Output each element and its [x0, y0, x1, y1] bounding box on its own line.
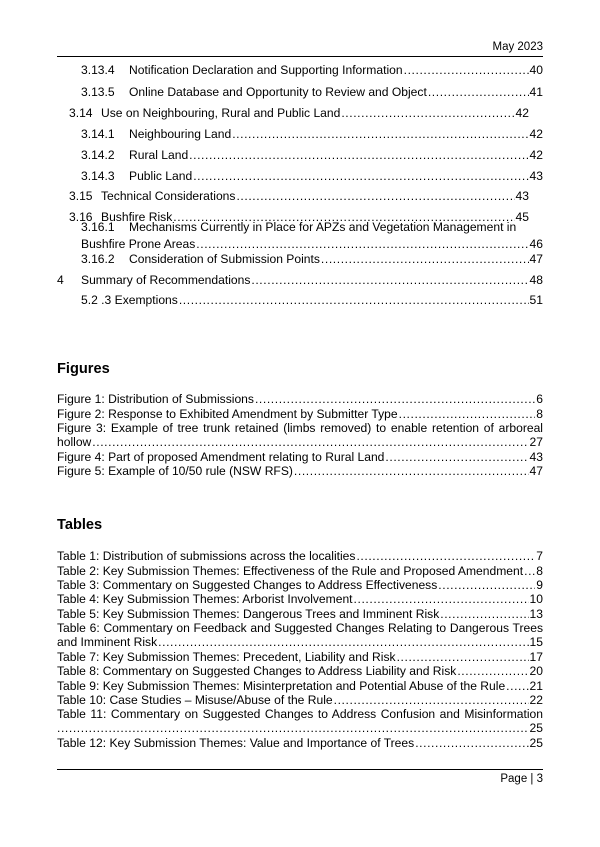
- table-page: 8: [536, 564, 543, 578]
- toc-entry-3-16-2[interactable]: [81, 252, 543, 266]
- figure-page: 8: [536, 407, 543, 421]
- toc-number: 3.13.5: [81, 85, 115, 99]
- toc-entry-3-14-2[interactable]: [81, 148, 543, 162]
- toc-title-line-1: Mechanisms Currently in Place for APZs and Vegetation Management in: [129, 220, 517, 234]
- figure-entry-4[interactable]: [57, 450, 543, 464]
- figure-page: 43: [529, 450, 543, 464]
- leader-dots: [524, 564, 535, 578]
- toc-entry-3-14-1[interactable]: [81, 127, 543, 141]
- toc-entry-3-14-3[interactable]: [81, 169, 543, 183]
- table-entry-2[interactable]: [57, 564, 543, 578]
- leader-dots: [294, 464, 529, 478]
- table-entry-1[interactable]: [57, 549, 543, 563]
- toc-number: 3.14.3: [81, 169, 115, 183]
- toc-page: 47: [529, 252, 543, 266]
- figure-title: Figure 2: Response to Exhibited Amendment by Submitter Type: [57, 407, 398, 421]
- toc-page: 43: [515, 189, 529, 203]
- table-entry-7[interactable]: [57, 650, 543, 664]
- toc-entry-3-13-4[interactable]: [81, 63, 543, 77]
- leader-dots: [255, 392, 535, 406]
- footer-page-number: Page | 3: [500, 773, 543, 785]
- toc-title: Technical Considerations: [101, 189, 236, 203]
- toc-entry-3-14[interactable]: [69, 106, 529, 120]
- table-page: 25: [529, 721, 543, 735]
- table-title: Table 7: Key Submission Themes: Precedent, Liability and Risk: [57, 650, 396, 664]
- toc-entry-3-15[interactable]: [69, 189, 529, 203]
- toc-number: 5.2 .3: [81, 293, 112, 307]
- toc-number: 3.14.1: [81, 127, 115, 141]
- toc-title-line-2: Bushfire Prone Areas: [81, 237, 196, 251]
- toc-leader-dots: [251, 273, 528, 287]
- table-entry-11[interactable]: [57, 707, 543, 735]
- toc-leader-dots: [321, 252, 529, 266]
- figure-entry-5[interactable]: [57, 464, 543, 478]
- table-page: 10: [529, 592, 543, 606]
- toc-title: Notification Declaration and Supporting Information: [129, 63, 403, 77]
- table-title: Table 8: Commentary on Suggested Changes to Address Liability and Risk: [57, 664, 457, 678]
- toc-leader-dots: [428, 85, 529, 99]
- toc-title: Online Database and Opportunity to Review and Object: [129, 85, 427, 99]
- table-title: Table 12: Key Submission Themes: Value and Importance of Trees: [57, 736, 415, 750]
- leader-dots: [457, 664, 528, 678]
- toc-entry-3-13-5[interactable]: [81, 85, 543, 99]
- figure-title: Figure 1: Distribution of Submissions: [57, 392, 254, 406]
- toc-title: Neighbouring Land: [129, 127, 232, 141]
- table-entry-6[interactable]: [57, 621, 543, 649]
- toc-page: 43: [529, 169, 543, 183]
- toc-title: Exemptions: [114, 293, 178, 307]
- figure-entry-3[interactable]: [57, 421, 543, 449]
- table-entry-12[interactable]: [57, 736, 543, 750]
- toc-page: 46: [529, 237, 543, 251]
- leader-dots: [385, 450, 528, 464]
- leader-dots: [506, 679, 528, 693]
- leader-dots: [92, 435, 528, 449]
- toc-number: 3.14.2: [81, 148, 115, 162]
- table-title: Table 10: Case Studies – Misuse/Abuse of the Rule: [57, 693, 333, 707]
- toc-leader-dots: [232, 127, 528, 141]
- toc-number: 4: [57, 273, 64, 287]
- leader-dots: [334, 693, 529, 707]
- leader-dots: [438, 578, 535, 592]
- toc-title: Bushfire Risk: [101, 210, 173, 224]
- header-rule: [57, 56, 543, 57]
- figure-entry-2[interactable]: [57, 407, 543, 421]
- figure-page: 47: [529, 464, 543, 478]
- toc-leader-dots: [196, 237, 528, 251]
- toc-page: 42: [529, 127, 543, 141]
- toc-number: 3.14: [69, 106, 93, 120]
- table-title-line-2: and Imminent Risk: [57, 635, 158, 649]
- table-entry-4[interactable]: [57, 592, 543, 606]
- toc-leader-dots: [193, 169, 528, 183]
- figure-title: Figure 4: Part of proposed Amendment relating to Rural Land: [57, 450, 385, 464]
- toc-entry-3-16-1[interactable]: [81, 220, 543, 251]
- table-entry-9[interactable]: [57, 679, 543, 693]
- figure-page: 6: [536, 392, 543, 406]
- toc-title: Consideration of Submission Points: [129, 252, 320, 266]
- toc-title: Rural Land: [129, 148, 189, 162]
- toc-number: 3.16.2: [81, 252, 115, 266]
- leader-dots: [440, 607, 528, 621]
- toc-page: 45: [515, 210, 529, 224]
- leader-dots: [354, 592, 529, 606]
- toc-entry-5-2-3[interactable]: [81, 293, 543, 307]
- leader-dots: [415, 736, 528, 750]
- toc-leader-dots: [341, 106, 514, 120]
- table-page: 22: [529, 693, 543, 707]
- table-title: Table 5: Key Submission Themes: Dangerous Trees and Imminent Risk: [57, 607, 440, 621]
- table-page: 25: [529, 736, 543, 750]
- table-page: 7: [536, 549, 543, 563]
- toc-title: Public Land: [129, 169, 193, 183]
- table-entry-5[interactable]: [57, 607, 543, 621]
- table-title: Table 3: Commentary on Suggested Changes to Address Effectiveness: [57, 578, 438, 592]
- toc-page: 41: [529, 85, 543, 99]
- leader-dots: [158, 635, 528, 649]
- table-page: 20: [529, 664, 543, 678]
- toc-page: 42: [515, 106, 529, 120]
- toc-number: 3.16.1: [81, 220, 115, 234]
- toc-entry-4[interactable]: [57, 273, 543, 287]
- table-page: 15: [529, 635, 543, 649]
- table-title: Table 1: Distribution of submissions across the localities: [57, 549, 356, 563]
- table-page: 9: [536, 578, 543, 592]
- toc-leader-dots: [179, 293, 529, 307]
- table-page: 17: [529, 650, 543, 664]
- leader-dots: [356, 549, 535, 563]
- table-page: 21: [529, 679, 543, 693]
- toc-number: 3.16: [69, 210, 93, 224]
- toc-number: 3.15: [69, 189, 93, 203]
- toc-page: 48: [529, 273, 543, 287]
- table-entry-8[interactable]: [57, 664, 543, 678]
- toc-leader-dots: [236, 189, 514, 203]
- table-page: 13: [529, 607, 543, 621]
- toc-title: Summary of Recommendations: [81, 273, 251, 287]
- figure-title-line-1: Figure 3: Example of tree trunk retained (limbs removed) to enable retention of arboreal: [57, 421, 543, 435]
- table-entry-3[interactable]: [57, 578, 543, 592]
- figure-title: Figure 5: Example of 10/50 rule (NSW RFS): [57, 464, 293, 478]
- table-title-line-1: Table 11: Commentary on Suggested Changes to Address Confusion and Misinformation: [57, 707, 543, 721]
- tables-heading: Tables: [57, 517, 103, 533]
- table-title: Table 4: Key Submission Themes: Arborist Involvement: [57, 592, 353, 606]
- table-title: Table 9: Key Submission Themes: Misinterpretation and Potential Abuse of the Rule: [57, 679, 506, 693]
- table-title-line-1: Table 6: Commentary on Feedback and Suggested Changes Relating to Dangerous Trees: [57, 621, 543, 635]
- toc-number: 3.13.4: [81, 63, 115, 77]
- toc-leader-dots: [189, 148, 528, 162]
- toc-page: 42: [529, 148, 543, 162]
- leader-dots: [397, 650, 529, 664]
- leader-dots: [57, 721, 529, 735]
- leader-dots: [399, 407, 536, 421]
- footer-rule: [57, 769, 543, 770]
- figure-entry-1[interactable]: [57, 392, 543, 406]
- toc-page: 51: [529, 293, 543, 307]
- header-date: May 2023: [492, 41, 543, 53]
- toc-title: Use on Neighbouring, Rural and Public Land: [101, 106, 341, 120]
- figure-title-line-2: hollow: [57, 435, 92, 449]
- table-entry-10[interactable]: [57, 693, 543, 707]
- toc-leader-dots: [404, 63, 529, 77]
- toc-page: 40: [529, 63, 543, 77]
- figures-heading: Figures: [57, 361, 110, 377]
- figure-page: 27: [529, 435, 543, 449]
- table-title: Table 2: Key Submission Themes: Effectiveness of the Rule and Proposed Amendment: [57, 564, 524, 578]
